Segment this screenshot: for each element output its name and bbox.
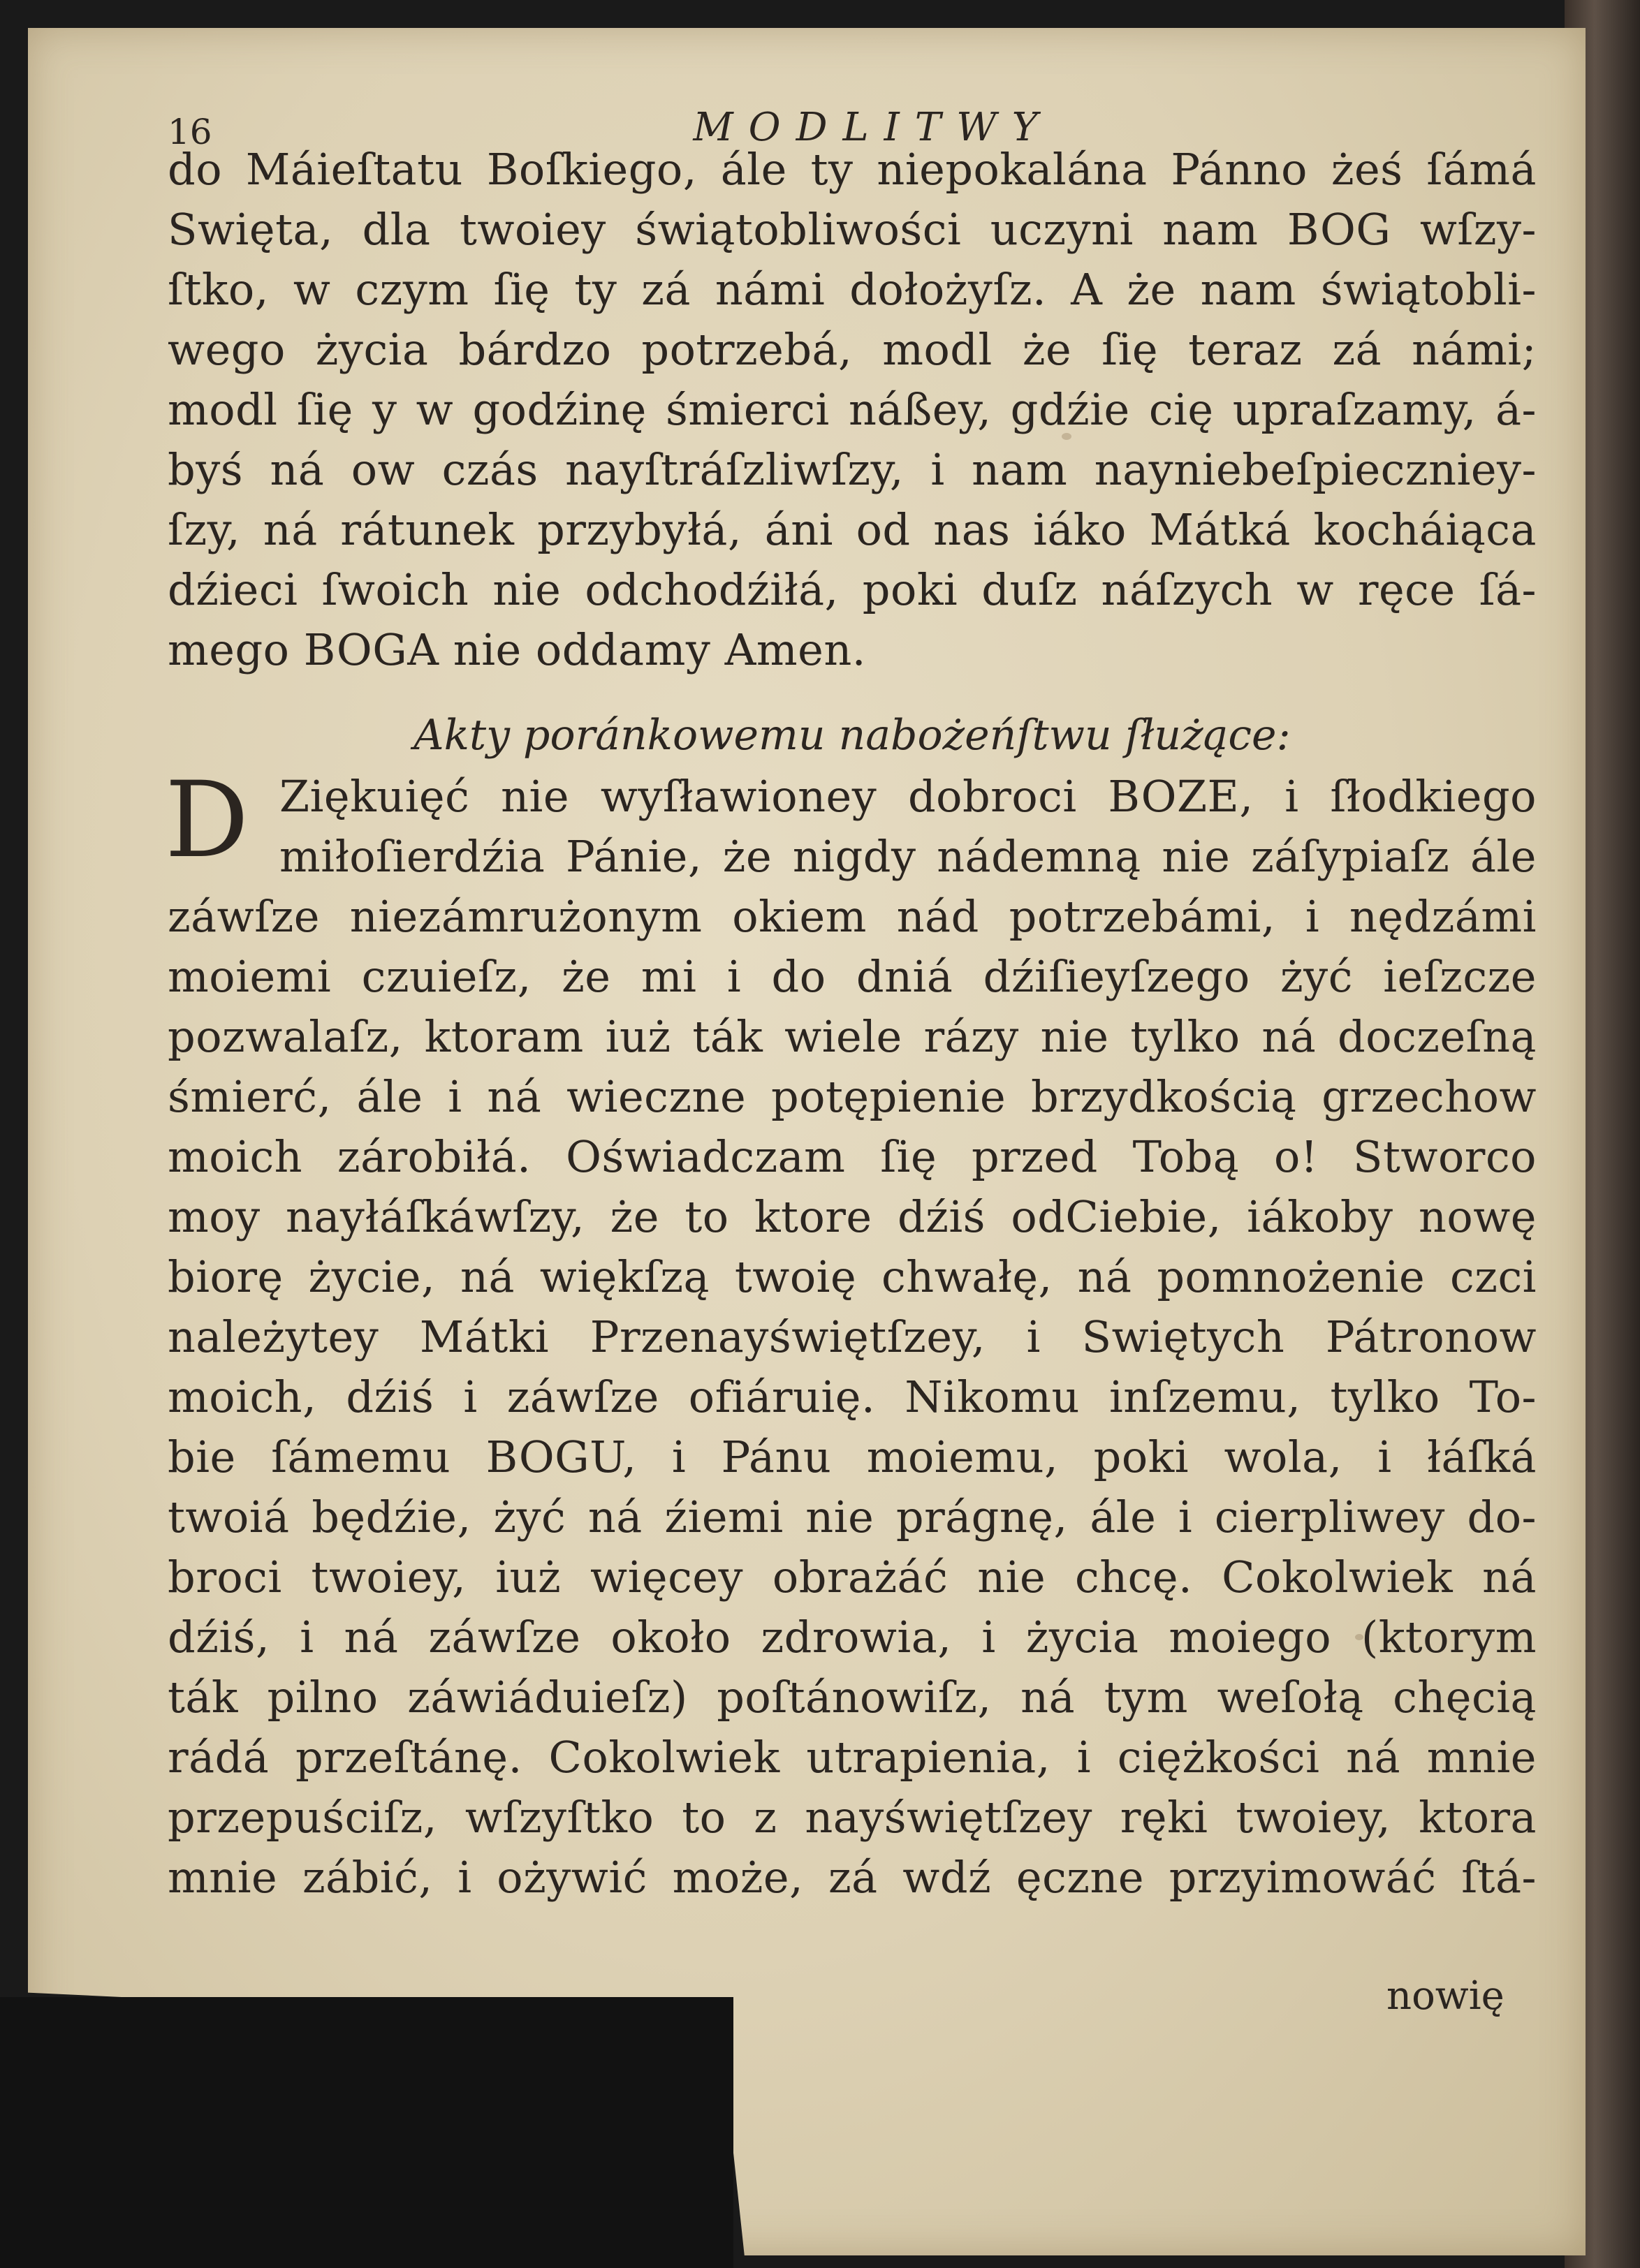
drop-cap: D — [165, 760, 249, 881]
text-line: Ziękuięć nie wyſławioney dobroci BOZE, i ſłodkiego — [279, 771, 1537, 822]
text-line: záwſze niezámrużonym okiem nád potrzebámi, i nędzámi — [168, 891, 1537, 942]
text-line: moich zárobiłá. Oświadczam ſię przed Tobą o! Stworco — [168, 1131, 1537, 1182]
text-line: moiemi czuieſz, że mi i do dniá dźiſieyſzego żyć ieſzcze — [168, 951, 1537, 1002]
text-line: ſtko, w czym ſię ty zá námi dołożyſz. A że nam świątobli- — [168, 264, 1537, 315]
text-line: rádá przeſtánę. Cokolwiek utrapienia, i ciężkości ná mnie — [168, 1732, 1537, 1783]
text-line: miłoſierdźia Pánie, że nigdy nádemną nie záſypiaſz ále — [279, 831, 1537, 882]
text-line: ſzy, ná rátunek przybyłá, áni od nas iáko Mátká kocháiąca — [168, 504, 1537, 555]
text-line: dźieci ſwoich nie odchodźiłá, poki duſz náſzych w ręce ſá- — [168, 564, 1537, 615]
text-line: dźiś, i ná záwſze około zdrowia, i życia moiego (ktorym — [168, 1612, 1537, 1663]
text-line: do Máieſtatu Boſkiego, ále ty niepokalána Pánno żeś ſámá — [168, 144, 1537, 195]
catchword: nowię — [1386, 1973, 1504, 2019]
text-line: modl ſię y w godźinę śmierci náßey, gdźie cię upraſzamy, á- — [168, 384, 1537, 435]
text-line: bie ſámemu BOGU, i Pánu moiemu, poki wola, i łáſká — [168, 1431, 1537, 1482]
text-line: przepuściſz, wſzyſtko to z nayświętſzey ręki twoiey, ktora — [168, 1792, 1537, 1843]
text-line: twoiá będźie, żyć ná źiemi nie prágnę, ále i cierpliwey do- — [168, 1492, 1537, 1542]
text-line: należytey Mátki Przenayświętſzey, i Swiętych Pátronow — [168, 1311, 1537, 1362]
text-line: moy nayłáſkáwſzy, że to ktore dźiś odCiebie, iákoby nowę — [168, 1191, 1537, 1242]
torn-corner — [0, 1997, 733, 2268]
text-line: ták pilno záwiáduieſz) poſtánowiſz, ná tym weſołą chęcią — [168, 1672, 1537, 1723]
section-heading: Akty poránkowemu nabożeńſtwu ſłużące: — [413, 711, 1291, 760]
text-line: byś ná ow czás nayſtráſzliwſzy, i nam nayniebeſpieczniey- — [168, 444, 1537, 495]
running-head: MODLITWY — [693, 105, 1053, 150]
text-line-last: mego BOGA nie oddamy Amen. — [168, 624, 867, 675]
text-line: wego życia bárdzo potrzebá, modl że ſię teraz zá námi; — [168, 324, 1537, 375]
text-line: moich, dźiś i záwſze ofiáruię. Nikomu inſzemu, tylko To- — [168, 1371, 1537, 1422]
text-line: biorę życie, ná więkſzą twoię chwałę, ná pomnożenie czci — [168, 1251, 1537, 1302]
text-line: śmierć, ále i ná wieczne potępienie brzydkością grzechow — [168, 1071, 1537, 1122]
text-line: broci twoiey, iuż więcey obrażáć nie chcę. Cokolwiek ná — [168, 1552, 1537, 1603]
text-line: pozwalaſz, ktoram iuż ták wiele rázy nie tylko ná doczeſną — [168, 1011, 1537, 1062]
page-number: 16 — [168, 112, 212, 152]
text-line: Swięta, dla twoiey świątobliwości uczyni nam BOG wſzy- — [168, 204, 1537, 255]
text-line: mnie zábić, i ożywić może, zá wdź ęczne przyimowáć ſtá- — [168, 1852, 1537, 1903]
